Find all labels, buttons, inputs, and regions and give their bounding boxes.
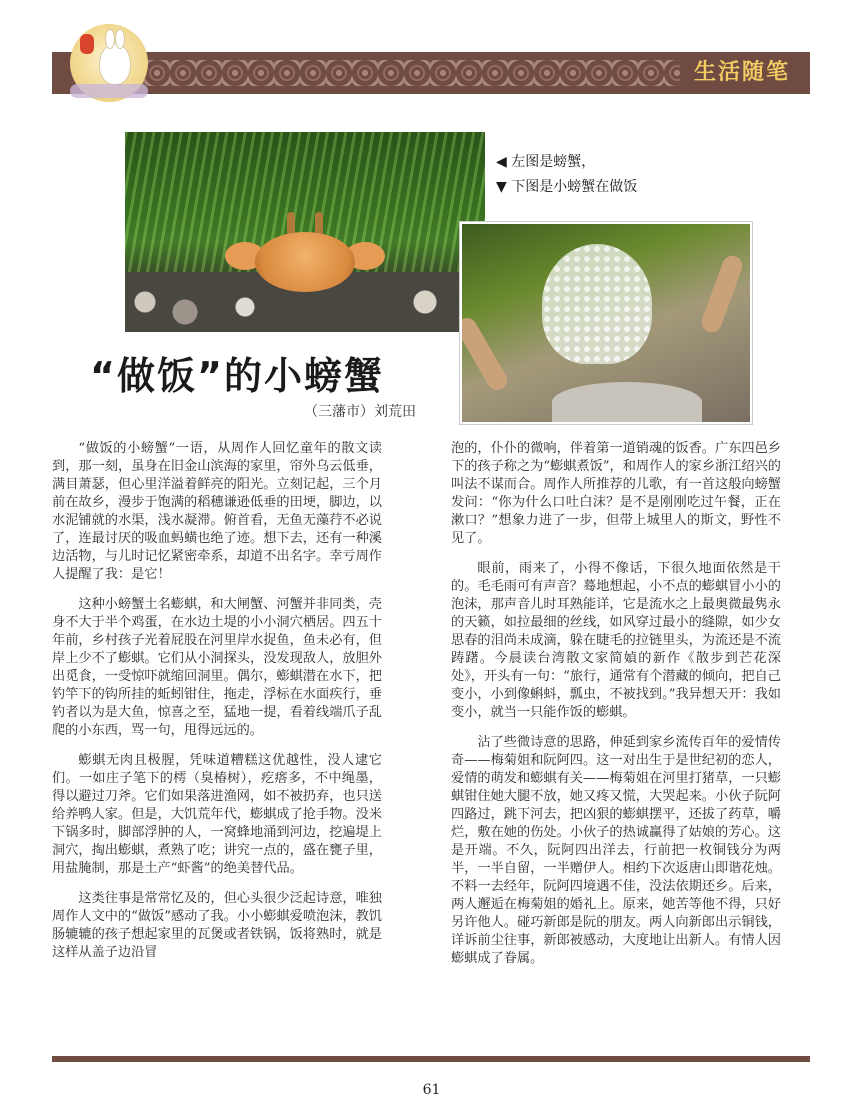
paragraph: 沾了些微诗意的思路，伸延到家乡流传百年的爱情传奇——梅菊姐和阮阿四。这一对出生于是世纪初的恋人，爱情的萌发和蟛蜞有关——梅菊姐在河里打猪草，一只蟛蜞钳住她大腿不放，她又疼又慌，大哭起来。小伙子阮阿四路过，跳下河去，把凶狠的蟛蜞摆平，还拔了药草，嚼烂，敷在她的伤处。小伙子的热诚赢得了姑娘的芳心。这是开端。不久，阮阿四出洋去，行前把一枚铜钱分为两半，一半自留，一半赠伊人。相约下次返唐山即谐花烛。不料一去经年，阮阿四境遇不佳，没法依期还乡。后来，两人邂逅在梅菊姐的婚礼上。原来，她苦等他不得，只好另许他人。碰巧新郎是阮的朋友。两人向新郎出示铜钱，详诉前尘往事，新郎被感动，大度地让出新人。有情人因蟛蜞成了眷属。 (451, 735, 781, 966)
header-band (52, 52, 810, 94)
photo-caption (496, 150, 637, 200)
article-title: “做饭”的小螃蟹 (90, 354, 384, 398)
lantern-icon (80, 34, 94, 54)
paragraph: “做饭的小螃蟹”一语，从周作人回忆童年的散文读到，那一刻，虽身在旧金山滨海的家里，帘外乌云低垂，满目萧瑟，但心里洋溢着鲜亮的阳光。立刻记起，三个月前在故乡，漫步于饱满的稻穗谦逊低垂的田埂，脚边，以水泥铺就的水渠，浅水凝滞。俯首看，无鱼无藻荇不必说了，连最讨厌的吸血蚂蟥也绝了迹。想下去，还有一种溪边活物，与儿时记忆紧密牵系，却道不出名字。幸亏周作人提醒了我：是它！ (52, 441, 382, 582)
section-title: 生活随笔 (682, 52, 802, 94)
crab-illustration (225, 212, 385, 322)
paragraph: 泡的，仆仆的微响，伴着第一道销魂的饭香。广东四邑乡下的孩子称之为“蟛蜞煮饭”，和周作人的家乡浙江绍兴的叫法不谋而合。周作人所推荐的儿歌，有一首这般向螃蟹发问：“你为什么口吐白沫？是不是刚刚吃过午餐，正在漱口？”想象力进了一步，但带上城里人的斯文，野性不见了。 (451, 441, 781, 546)
footer-band (52, 1056, 810, 1062)
rock (552, 382, 702, 422)
article-byline: （三藩市）刘荒田 (304, 404, 416, 420)
paragraph: 这种小螃蟹土名蟛蜞，和大闸蟹、河蟹并非同类，壳身不大于半个鸡蛋，在水边土堤的小小洞穴栖居。四五十年前，乡村孩子光着屁股在河里岸水捉鱼，鱼未必有，但岸上少不了蟛蜞。它们从小洞探头，没发现敌人，放胆外出觅食，一受惊吓就缩回洞里。偶尔，蟛蜞潜在水下，把钓竿下的钩所挂的蚯蚓钳住，拖走，浮标在水面疾行，垂钓者以为是大鱼，惊喜之至，猛地一提，看着线端爪子乱爬的小东西，骂一句，甩得远远的。 (52, 597, 382, 738)
moon-rabbit-logo (70, 24, 148, 102)
caption-line-left: ◀ 左图是螃蟹， (496, 154, 596, 170)
crab-cooking-photo (460, 222, 752, 424)
header-pattern (92, 60, 680, 86)
crab-photo (125, 132, 485, 332)
caption-line-below: ▼ 下图是小螃蟹在做饭 (496, 179, 638, 195)
cloud-icon (70, 84, 148, 98)
body-column-right (451, 440, 781, 980)
page-number: 61 (422, 1082, 441, 1098)
rabbit-icon (100, 44, 130, 84)
foam-bubbles (542, 244, 652, 364)
body-column-left (52, 440, 382, 974)
paragraph: 眼前，雨来了，小得不像话，下很久地面依然是干的。毛毛雨可有声音？蓦地想起，小不点的蟛蜞冒小小的泡沫，那声音儿时耳熟能详，它是流水之上最奥微最隽永的天籁，如拉最细的丝线，如风穿过最小的缝隙，如少女思春的泪尚未成滴，躲在睫毛的拉链里头，为流还是不流踌躇。今晨读台湾散文家简媜的新作《散步到芒花深处》，开头有一句：“旅行，通常有个潜藏的倾向，把自己变小，小到像蝌蚪，瓢虫，不被找到。”我异想天开：我如变小，就当一只能作饭的蟛蜞。 (451, 561, 781, 720)
paragraph: 蟛蜞无肉且极腥，凭味道糟糕这优越性，没人逮它们。一如庄子笔下的樗（臭椿树），疙瘩多，不中绳墨，得以避过刀斧。它们如果落进渔网，如不被扔弃，也只送给养鸭人家。但是，大饥荒年代，蟛蜞成了抢手物。没米下锅多时，脚部浮肿的人，一窝蜂地涌到河边，挖遍堤上洞穴，掏出蟛蜞，煮熟了吃；讲究一点的，盛在甕子里，用盐腌制，那是土产“虾酱”的绝美替代品。 (52, 753, 382, 876)
paragraph: 这类往事是常常忆及的，但心头很少泛起诗意，唯独周作人文中的“做饭”感动了我。小小蟛蜞爱喷泡沫，教饥肠辘辘的孩子想起家里的瓦煲或者铁锅，饭将熟时，就是这样从盖子边沿冒 (52, 891, 382, 960)
